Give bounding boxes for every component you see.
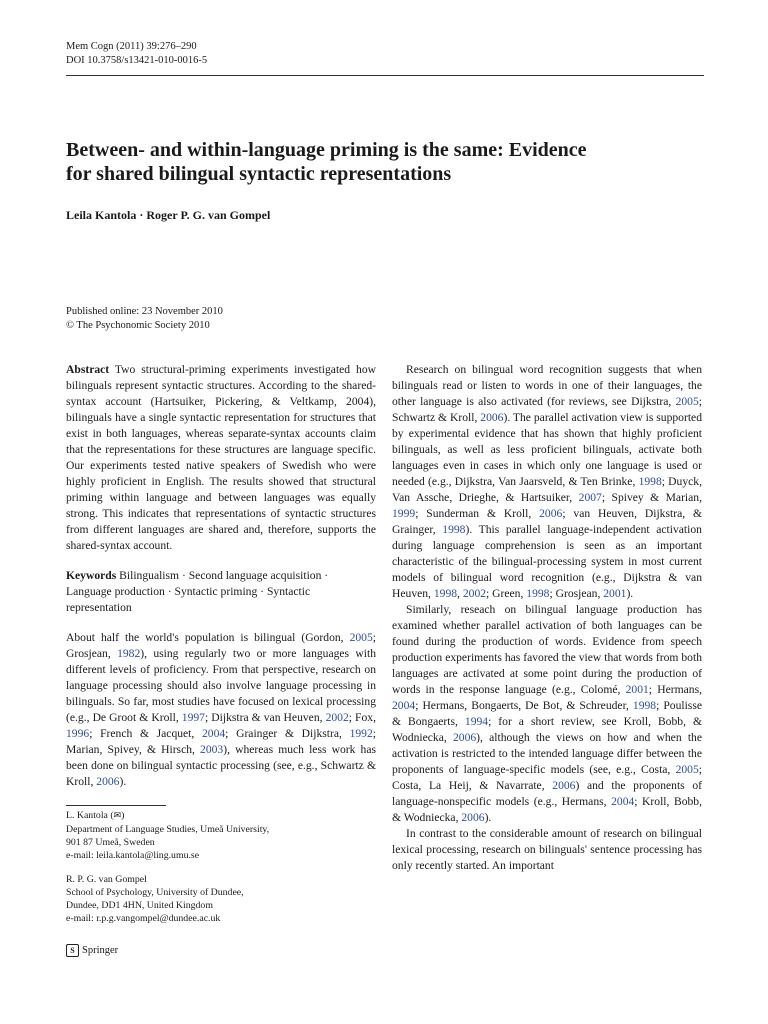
citation-link[interactable]: 2004 <box>392 699 416 712</box>
citation-link[interactable]: 2005 <box>675 395 699 408</box>
intro-paragraph: About half the world's population is bilingual (Gordon, 2005; Grosjean, 1982), using regularly two or more languages with different levels of proficiency. From that perspective, research on language processing should also involve language processing in bilinguals. So far, most studies have focused on lexical processing (e.g., De Groot & Kroll, 1997; Dijkstra & van Heuven, 2002; Fox, 1996; French & Jacquet, 2004; Grainger & Dijkstra, 1992; Marian, Spivey, & Hirsch, 2003), whereas much less work has been done on bilingual syntactic processing (see, e.g., Schwartz & Kroll, 2006). <box>66 631 376 788</box>
citation-link[interactable]: 1998 <box>433 587 458 600</box>
keyword: Bilingualism <box>119 569 180 582</box>
citation-link[interactable]: 2004 <box>201 727 226 740</box>
contact-2-email[interactable]: e-mail: r.p.g.vangompel@dundee.ac.uk <box>66 913 221 924</box>
body-paragraph-1: Research on bilingual word recognition suggests that when bilinguals read or listen to words in one of their languages, the other language is also activated (for reviews, see Dijkstra, 2005; Schwartz & Kroll, 2006). The parallel activation view is supported by experimental evidence that has shown that highly proficient bilinguals, as well as less proficient bilinguals, activate both languages even in cases in which only one language is used or needed (e.g., Dijkstra, Van Jaarsveld, & Ten Brinke, 1998; Duyck, Van Assche, Drieghe, & Hartsuiker, 2007; Spivey & Marian, 1999; Sunderman & Kroll, 2006; van Heuven, Dijkstra, & Grainger, 1998). This parallel language-independent activation during language comprehension is seen as an important characteristic of the bilingual-processing system in most current models of bilingual word recognition (e.g., Dijkstra & van Heuven, 1998, 2002; Green, 1998; Grosjean, 2001). <box>392 363 703 600</box>
keyword: Second language acquisition <box>188 569 322 582</box>
publisher-name: Springer <box>82 945 119 956</box>
paper-title <box>66 138 666 186</box>
contact-2-address: Dundee, DD1 4HN, United Kingdom <box>66 900 213 911</box>
right-column <box>392 362 702 874</box>
header-rule <box>66 75 704 76</box>
contact-author-1: L. Kantola (✉) Department of Language Studies, Umeå University, 901 87 Umeå, Sweden e-mail: leila.kantola@ling.umu.se <box>66 810 270 861</box>
contact-rule <box>66 805 166 806</box>
contact-1-address: 901 87 Umeå, Sweden <box>66 837 155 848</box>
contact-1-email[interactable]: e-mail: leila.kantola@ling.umu.se <box>66 850 200 861</box>
citation-link[interactable]: 2006 <box>552 779 576 792</box>
contact-author-2 <box>66 873 269 925</box>
publisher-footer <box>66 944 118 957</box>
citation-link[interactable]: 2006 <box>480 411 504 424</box>
citation-link[interactable]: 1998 <box>638 475 662 488</box>
keyword: Language production <box>66 585 165 598</box>
contact-1-name: L. Kantola <box>66 810 108 821</box>
publication-info <box>66 305 223 333</box>
citation-link[interactable]: 2006 <box>461 811 485 824</box>
springer-logo-icon: S <box>66 944 79 957</box>
citation-link[interactable]: 2005 <box>675 763 699 776</box>
author-contacts <box>66 809 269 936</box>
citation-link[interactable]: 2006 <box>452 731 477 744</box>
keywords-list: Bilingualism · Second language acquisition · Language production · Syntactic priming · Syntactic representation <box>66 569 329 614</box>
citation-link[interactable]: 1998 <box>632 699 657 712</box>
keywords <box>66 568 376 616</box>
contact-1-dept: Department of Language Studies, Umeå University, <box>66 824 270 835</box>
citation-link[interactable]: 2001 <box>625 683 649 696</box>
contact-2-dept: School of Psychology, University of Dundee, <box>66 887 244 898</box>
journal-header <box>66 40 207 68</box>
citation-link[interactable]: 1996 <box>66 727 90 740</box>
citation-link[interactable]: 1999 <box>392 507 416 520</box>
journal-doi: DOI 10.3758/s13421-010-0016-5 <box>66 55 208 66</box>
keyword: Syntactic priming <box>174 585 258 598</box>
citation-link[interactable]: 2003 <box>200 743 224 756</box>
journal-citation: Mem Cogn (2011) 39:276–290 <box>66 41 197 52</box>
abstract <box>66 362 376 554</box>
title-line-1: Between- and within-language priming is the same: Evidence <box>66 139 587 161</box>
abstract-text: Two structural-priming experiments investigated how bilinguals represent syntactic structures. According to the shared-syntax account (Hartsuiker, Pickering, & Veltkamp, 2004), bilinguals have a single syntactic representation for structures that exist in both languages, whereas separate-syntax accounts claim that the representations for these structures are language specific. Our experiments tested native speakers of Swedish who were highly proficient in English. The results showed that structural priming within language and between languages was equally strong. This indicates that representations of syntactic structures from different languages are shared and, therefore, supports the shared-syntax account. <box>66 363 376 552</box>
citation-link[interactable]: 2005 <box>349 631 373 644</box>
authors: Leila Kantola · Roger P. G. van Gompel <box>66 208 271 222</box>
contact-2-name: R. P. G. van Gompel <box>66 874 147 885</box>
left-column <box>66 362 376 790</box>
keywords-label: Keywords <box>66 569 117 582</box>
published-date: Published online: 23 November 2010 <box>66 306 223 317</box>
title-line-2: for shared bilingual syntactic representations <box>66 163 452 185</box>
citation-link[interactable]: 2006 <box>539 507 563 520</box>
citation-link[interactable]: 2007 <box>578 491 602 504</box>
copyright: © The Psychonomic Society 2010 <box>66 320 210 331</box>
citation-link[interactable]: 1998 <box>526 587 550 600</box>
citation-link[interactable]: 1997 <box>181 711 205 724</box>
citation-link[interactable]: 2006 <box>96 775 120 788</box>
envelope-icon[interactable]: ✉ <box>113 811 122 821</box>
body-paragraph-2: Similarly, reseach on bilingual language production has examined whether parallel activation of both languages can be found during the production of words. Evidence from speech production experiments has favored the view that words from both languages are activated at some point during the production of words in the response language (e.g., Colomé, 2001; Hermans, 2004; Hermans, Bongaerts, De Bot, & Schreuder, 1998; Poulisse & Bongaerts, 1994; for a short review, see Kroll, Bobb, & Wodniecka, 2006), although the views on how and when the activation is restricted to the intended language differ between the proponents of language-specific models (see, e.g., Costa, 2005; Costa, La Heij, & Navarrate, 2006) and the proponents of language-nonspecific models (e.g., Hermans, 2004; Kroll, Bobb, & Wodniecka, 2006). <box>392 603 702 824</box>
citation-link[interactable]: 2001 <box>603 587 627 600</box>
citation-link[interactable]: 1994 <box>464 715 489 728</box>
abstract-label: Abstract <box>66 363 110 376</box>
citation-link[interactable]: 2004 <box>611 795 635 808</box>
body-paragraph-3: In contrast to the considerable amount of research on bilingual lexical processing, research on bilinguals' sentence processing has only recently started. An important <box>392 827 702 872</box>
citation-link[interactable]: 2002 <box>462 587 487 600</box>
citation-link[interactable]: 2002 <box>325 711 349 724</box>
citation-link[interactable]: 1998 <box>442 523 466 536</box>
citation-link[interactable]: 1992 <box>349 727 373 740</box>
citation-link[interactable]: 1982 <box>117 647 141 660</box>
keyword: Syntactic representation <box>66 585 311 614</box>
